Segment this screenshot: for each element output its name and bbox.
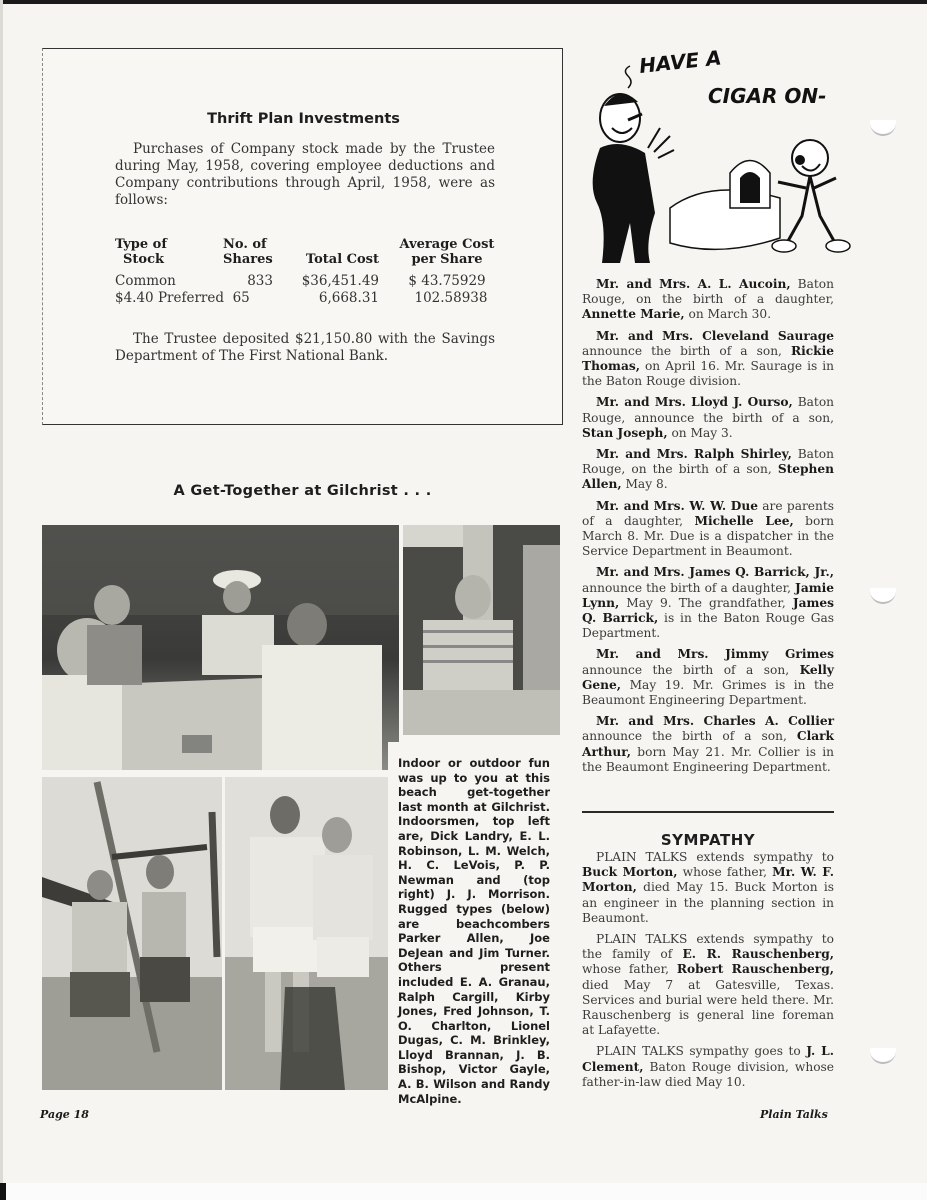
cell-type: Common [115, 273, 176, 289]
table-header-row [115, 237, 505, 273]
gilchrist-title: A Get-Together at Gilchrist . . . [173, 483, 432, 499]
parents-name: Mr. and Mrs. Jimmy Grimes [596, 647, 834, 662]
thrift-plan-box [42, 48, 563, 425]
top-right-portrait-photo [403, 525, 560, 735]
cell-type-shares [115, 290, 287, 307]
bold-name: Buck Morton, [582, 865, 678, 880]
birth-announcement: Mr. and Mrs. W. W. Due are parents of a daughter, Michelle Lee, born March 8. Mr. Due is a dispatcher in the Service Department in Beaumont. [582, 498, 834, 559]
bold-name: Michelle Lee, [694, 513, 794, 528]
sympathy-title: SYMPATHY [660, 831, 756, 849]
bold-name: E. R. Rauschenberg, [682, 947, 834, 962]
binder-hole-top [870, 120, 896, 136]
parents-name: Mr. and Mrs. Charles A. Collier [596, 714, 834, 729]
birth-announcement: Mr. and Mrs. Jimmy Grimes announce the birth of a son, Kelly Gene, May 19. Mr. Grimes is in the Beaumont Engineering Department. [582, 647, 834, 708]
col-type-of-stock [115, 237, 223, 273]
cigar-cartoon [590, 48, 855, 273]
thrift-plan-intro: Purchases of Company stock made by the Trustee during May, 1958, covering employee deductions and Company contributions through April, 1958, were as follows: [115, 141, 495, 208]
thrift-plan-note: The Trustee deposited $21,150.80 with the Savings Department of The First National Bank. [115, 331, 495, 364]
page-number: Page 18 [40, 1108, 89, 1121]
cell-average: $ 43.75929 [408, 273, 486, 289]
sympathy-notices [582, 850, 834, 1096]
bold-name: Stan Joseph, [582, 425, 668, 440]
col-average-cost [389, 237, 505, 273]
proud-father-cartoon-icon [590, 48, 855, 273]
cell-total: 6,668.31 [318, 290, 379, 306]
birth-announcements [582, 277, 834, 781]
thrift-plan-table [115, 237, 505, 307]
header-line: Type of [115, 237, 167, 252]
header-line: Stock [123, 252, 164, 267]
scan-top-edge [0, 0, 927, 4]
header-line: Total Cost [305, 252, 379, 267]
header-line: Average Cost [399, 237, 495, 252]
birth-announcement: Mr. and Mrs. Ralph Shirley, Baton Rouge, on the birth of a son, Stephen Allen, May 8. [582, 447, 834, 492]
cell-type: $4.40 Preferred [115, 290, 224, 306]
birth-announcement: Mr. and Mrs. A. L. Aucoin, Baton Rouge, on the birth of a daughter, Annette Marie, on March 30. [582, 277, 834, 322]
cartoon-headline-1: HAVE A [638, 48, 723, 78]
cell-total: $36,451.49 [301, 273, 379, 289]
birth-announcement: Mr. and Mrs. Charles A. Collier announce the birth of a son, Clark Arthur, born May 21. Mr. Collier is in the Beaumont Engineering Department. [582, 714, 834, 774]
bold-name: Clark Arthur, [582, 729, 834, 759]
bold-name: Annette Marie, [582, 307, 685, 322]
parents-name: Mr. and Mrs. James Q. Barrick, Jr., [596, 565, 834, 580]
indoor-card-game-photo [42, 525, 399, 770]
thrift-plan-title: Thrift Plan Investments [207, 111, 400, 127]
cell-average: 102.58938 [414, 290, 488, 306]
parents-name: Mr. and Mrs. A. L. Aucoin, [596, 277, 791, 291]
parents-name: Mr. and Mrs. Lloyd J. Ourso, [596, 395, 793, 410]
bold-name: Mr. W. F. Morton, [582, 865, 834, 895]
binder-hole-bottom [870, 1048, 896, 1064]
header-line: Shares [223, 252, 273, 267]
bold-name: Robert Rauschenberg, [676, 962, 834, 977]
scan-bottom-edge [0, 1183, 927, 1200]
bold-name: James Q. Barrick, [582, 595, 834, 626]
publication-name: Plain Talks [760, 1108, 828, 1121]
birth-announcement: Mr. and Mrs. Lloyd J. Ourso, Baton Rouge, announce the birth of a son, Stan Joseph, on May 3. [582, 395, 835, 440]
col-no-of-shares [223, 237, 287, 273]
beachcombers-driftwood-photo [42, 777, 222, 1090]
cartoon-headline-2: CIGAR ON- [708, 84, 827, 108]
sympathy-notice: PLAIN TALKS extends sympathy to the family of E. R. Rauschenberg, whose father, Robert Rauschenberg, died May 7 at Gatesville, Texas. Services and burial were held there. Mr. Rauschenberg is general line foreman at Lafayette. [582, 932, 834, 1038]
binder-hole-middle [870, 588, 896, 604]
table-row [115, 273, 505, 290]
bold-name: J. L. Clement, [582, 1044, 834, 1074]
section-divider [582, 811, 834, 813]
header-line: per Share [411, 252, 483, 267]
cell-shares: 65 [232, 290, 250, 306]
parents-name: Mr. and Mrs. Cleveland Saurage [596, 328, 834, 343]
parents-name: Mr. and Mrs. W. W. Due [596, 498, 758, 513]
sympathy-notice: PLAIN TALKS extends sympathy to Buck Morton, whose father, Mr. W. F. Morton, died May 15. Buck Morton is an engineer in the planning section in Beaumont. [582, 850, 834, 925]
gilchrist-caption-box [388, 742, 564, 1106]
table-row [115, 290, 505, 307]
bold-name: Kelly Gene, [582, 662, 834, 692]
cell-shares: 833 [247, 273, 273, 289]
sympathy-notice: PLAIN TALKS sympathy goes to J. L. Clement, Baton Rouge division, whose father-in-law died May 10. [582, 1044, 834, 1089]
birth-announcement: Mr. and Mrs. Cleveland Saurage announce the birth of a son, Rickie Thomas, on April 16. Mr. Saurage is in the Baton Rouge division. [582, 328, 834, 389]
birth-announcement: Mr. and Mrs. James Q. Barrick, Jr., announce the birth of a daughter, Jamie Lynn, May 9. The grandfather, James Q. Barrick, is in the Baton Rouge Gas Department. [582, 565, 834, 641]
header-line: No. of [223, 237, 267, 252]
bold-name: Rickie Thomas, [582, 343, 834, 374]
col-total-cost [287, 237, 389, 273]
parents-name: Mr. and Mrs. Ralph Shirley, [596, 447, 792, 462]
beach-two-men-photo [225, 777, 399, 1090]
bold-name: Stephen Allen, [582, 462, 834, 492]
gilchrist-caption: Indoor or outdoor fun was up to you at this beach get-together last month at Gilchrist. Indoorsmen, top left are, Dick Landry, E. L. Robinson, L. M. Welch, H. C. LeVois, P. P. Newman and (top right) J. J. Morrison. Rugged types (below) are beachcombers Parker Allen, Joe DeJean and Jim Turner. Others present included E. A. Granau, Ralph Cargill, Kirby Jones, Fred Johnson, T. O. Charlton, Lionel Dugas, C. M. Brinkley, Lloyd Brannan, J. B. Bishop, Victor Gayle, A. B. Wilson and Randy McAlpine. [398, 756, 550, 1106]
scan-left-edge [0, 0, 3, 1200]
bold-name: Jamie Lynn, [582, 580, 834, 610]
